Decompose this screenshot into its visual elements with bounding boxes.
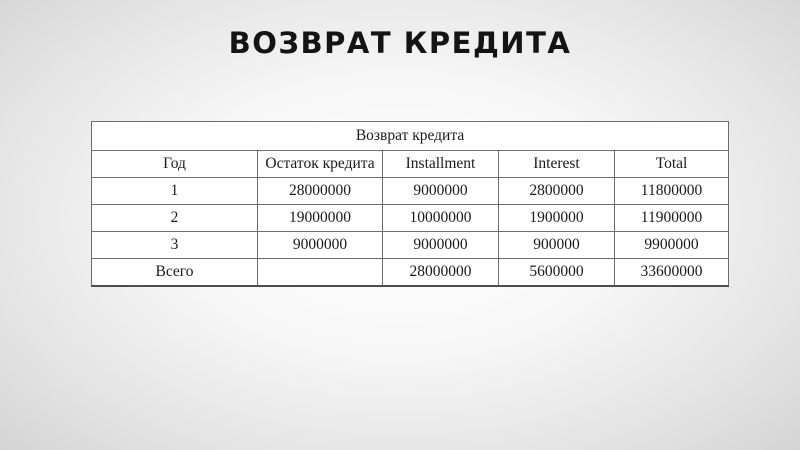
cell-year: 3 bbox=[92, 232, 258, 259]
cell-interest: 5600000 bbox=[499, 259, 615, 287]
table-row bbox=[92, 178, 729, 205]
table-row-total bbox=[92, 259, 729, 287]
table-caption-row bbox=[92, 122, 729, 151]
cell-interest: 900000 bbox=[499, 232, 615, 259]
slide-title: ВОЗВРАТ КРЕДИТА bbox=[228, 26, 572, 60]
cell-remaining-balance: 9000000 bbox=[258, 232, 383, 259]
cell-remaining-balance: 28000000 bbox=[258, 178, 383, 205]
cell-year: 2 bbox=[92, 205, 258, 232]
table-caption: Возврат кредита bbox=[92, 122, 729, 151]
cell-interest: 2800000 bbox=[499, 178, 615, 205]
cell-remaining-balance bbox=[258, 259, 383, 287]
cell-total: 11800000 bbox=[615, 178, 729, 205]
column-header-installment: Installment bbox=[383, 151, 499, 178]
table-row bbox=[92, 232, 729, 259]
table-header-row bbox=[92, 151, 729, 178]
cell-total-label: Всего bbox=[92, 259, 258, 287]
column-header-interest: Interest bbox=[499, 151, 615, 178]
cell-total: 9900000 bbox=[615, 232, 729, 259]
cell-installment: 28000000 bbox=[383, 259, 499, 287]
loan-repayment-table bbox=[91, 121, 729, 287]
table-row bbox=[92, 205, 729, 232]
cell-year: 1 bbox=[92, 178, 258, 205]
cell-interest: 1900000 bbox=[499, 205, 615, 232]
column-header-remaining-balance: Остаток кредита bbox=[258, 151, 383, 178]
cell-installment: 9000000 bbox=[383, 232, 499, 259]
cell-total: 11900000 bbox=[615, 205, 729, 232]
column-header-year: Год bbox=[92, 151, 258, 178]
column-header-total: Total bbox=[615, 151, 729, 178]
cell-installment: 10000000 bbox=[383, 205, 499, 232]
cell-total: 33600000 bbox=[615, 259, 729, 287]
loan-repayment-table-container bbox=[91, 121, 728, 287]
cell-remaining-balance: 19000000 bbox=[258, 205, 383, 232]
cell-installment: 9000000 bbox=[383, 178, 499, 205]
